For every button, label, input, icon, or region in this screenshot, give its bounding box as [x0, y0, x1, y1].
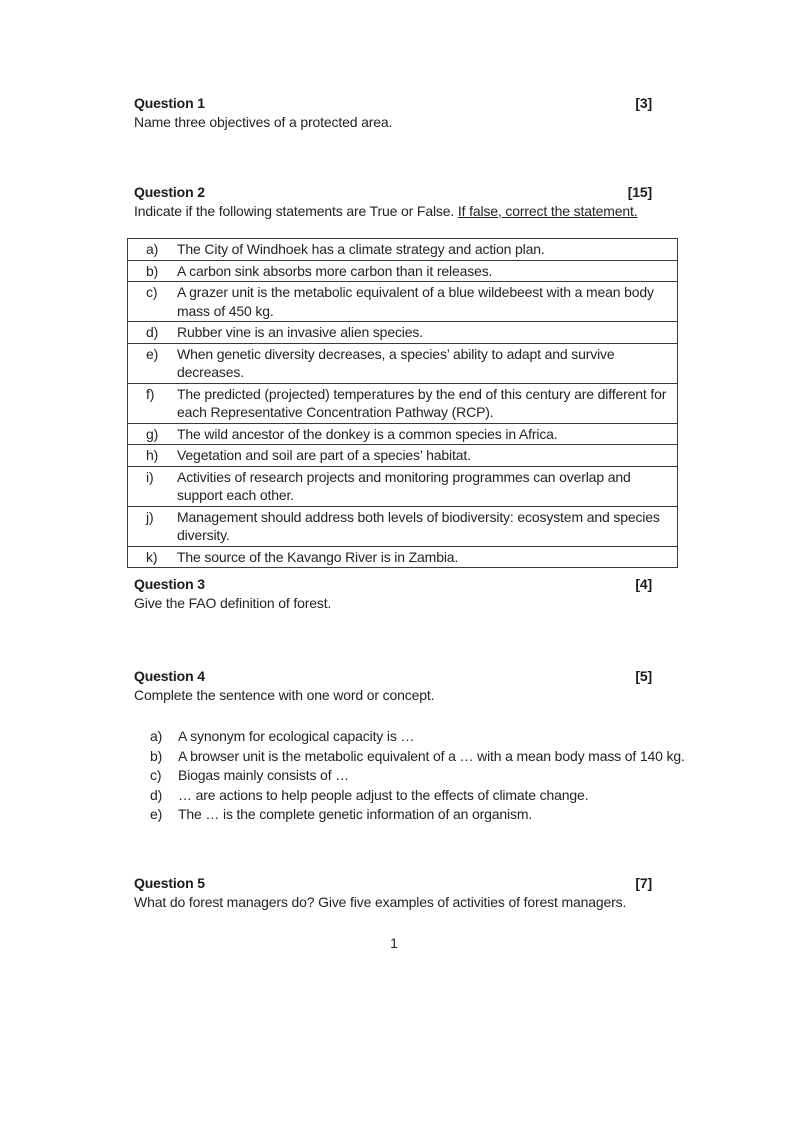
q4-item-text: Biogas mainly consists of … — [178, 767, 350, 783]
question-3-section — [134, 575, 652, 613]
q4-item-letter: c) — [150, 767, 162, 783]
statement-text: The source of the Kavango River is in Zambia. — [177, 548, 459, 565]
q4-item — [134, 805, 734, 825]
statement-letter: h) — [146, 447, 159, 463]
question-5-section — [134, 874, 694, 912]
question-1-header — [134, 94, 652, 113]
question-2-title: Question 2 — [134, 184, 205, 200]
question-5-marks: [7] — [635, 875, 652, 891]
q4-item — [134, 747, 734, 767]
statement-letter: g) — [146, 425, 159, 442]
statement-row — [128, 239, 677, 261]
statement-row — [128, 424, 677, 446]
statement-letter: b) — [146, 262, 159, 279]
statement-letter: c) — [146, 284, 158, 300]
statement-row — [128, 445, 677, 467]
statement-text: Rubber vine is an invasive alien species. — [177, 324, 423, 340]
q4-item-text: … are actions to help people adjust to the effects of climate change. — [178, 786, 589, 803]
statement-letter: f) — [146, 385, 155, 402]
statement-letter: a) — [146, 241, 159, 257]
question-1-marks: [3] — [635, 95, 652, 111]
question-3-header — [134, 575, 652, 594]
statement-text: A carbon sink absorbs more carbon than it releases. — [177, 262, 493, 279]
statement-row — [128, 344, 677, 384]
question-3-title: Question 3 — [134, 576, 205, 592]
statement-text: The wild ancestor of the donkey is a common species in Africa. — [177, 425, 558, 442]
question-3-marks: [4] — [635, 576, 652, 592]
q4-item-text: A synonym for ecological capacity is … — [178, 728, 415, 744]
statement-text: The predicted (projected) temperatures by the end of this century are different for each Representative Concentration Pathway (RCP). — [177, 385, 667, 420]
question-1-title: Question 1 — [134, 95, 205, 111]
question-4-marks: [5] — [635, 668, 652, 684]
question-5-title: Question 5 — [134, 875, 205, 891]
statement-text: Management should address both levels of biodiversity: ecosystem and species diversity. — [177, 508, 660, 543]
q4-item-letter: b) — [150, 747, 163, 764]
page-number: 1 — [390, 935, 398, 951]
q4-item — [134, 727, 734, 747]
statement-letter: j) — [146, 508, 154, 525]
question-2-marks: [15] — [627, 184, 652, 200]
statement-row — [128, 467, 677, 507]
statement-letter: d) — [146, 324, 159, 340]
statements-table — [127, 238, 678, 568]
question-1-intro: Name three objectives of a protected area. — [134, 114, 393, 130]
q4-item — [134, 766, 734, 786]
q4-item-text: A browser unit is the metabolic equivalent of a … with a mean body mass of 140 kg. — [178, 747, 685, 764]
question-2-intro — [134, 202, 652, 221]
question-4-intro: Complete the sentence with one word or concept. — [134, 687, 435, 703]
statement-letter: e) — [146, 345, 159, 362]
question-2-header — [134, 183, 652, 202]
question-2-intro-underlined: If false, correct the statement. — [457, 203, 638, 219]
statement-text: A grazer unit is the metabolic equivalent of a blue wildebeest with a mean body mass of 450 kg. — [177, 284, 654, 319]
question-5-intro: What do forest managers do? Give five examples of activities of forest managers. — [134, 894, 627, 910]
statement-row — [128, 282, 677, 322]
question-3-intro: Give the FAO definition of forest. — [134, 595, 332, 611]
question-2-section — [134, 183, 652, 221]
statement-text: Activities of research projects and monitoring programmes can overlap and support each other. — [177, 468, 631, 503]
q4-item-text: The … is the complete genetic information of an organism. — [178, 806, 533, 822]
question-4-header — [134, 667, 652, 686]
statement-text: Vegetation and soil are part of a species’ habitat. — [177, 447, 471, 463]
question-4-list — [134, 727, 734, 825]
statement-text: When genetic diversity decreases, a species’ ability to adapt and survive decreases. — [177, 345, 615, 380]
q4-item — [134, 786, 734, 806]
question-1-section — [134, 94, 652, 132]
q4-item-letter: e) — [150, 806, 163, 822]
statement-row — [128, 384, 677, 424]
q4-item-letter: d) — [150, 786, 163, 803]
q4-item-letter: a) — [150, 728, 163, 744]
question-5-header — [134, 874, 652, 893]
statement-row — [128, 547, 677, 568]
question-2-intro-plain: Indicate if the following statements are True or False. — [134, 203, 458, 219]
statement-row — [128, 322, 677, 344]
question-4-title: Question 4 — [134, 668, 205, 684]
statement-letter: i) — [146, 468, 154, 485]
statement-text: The City of Windhoek has a climate strategy and action plan. — [177, 241, 545, 257]
statement-letter: k) — [146, 548, 158, 565]
question-4-section — [134, 667, 652, 705]
statement-row — [128, 507, 677, 547]
statement-row — [128, 261, 677, 283]
